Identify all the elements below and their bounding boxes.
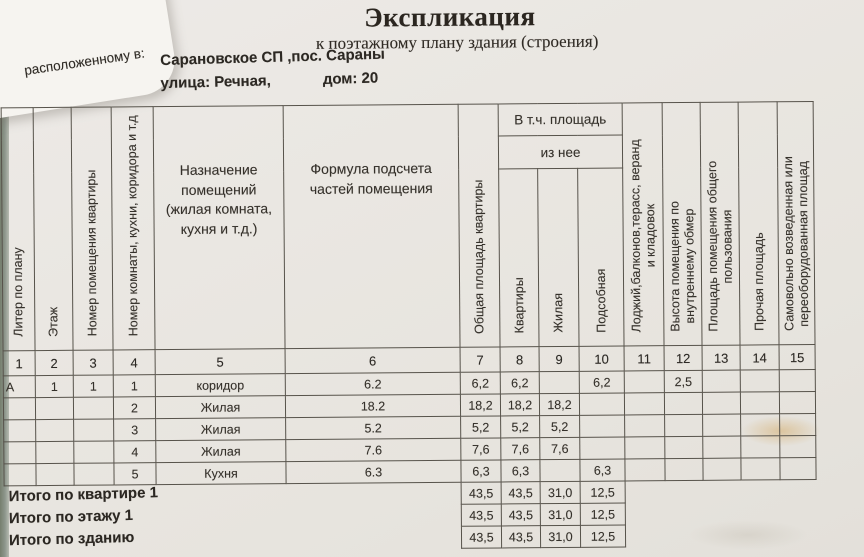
- col-header-common-area-label: Площадь помещения общего пользования: [704, 160, 735, 332]
- col-number: 8: [500, 347, 539, 372]
- col-header-formula: Формула подсчета частей помещения: [283, 104, 460, 348]
- table-cell: [580, 415, 625, 437]
- totals-label: Итого по этажу 1: [8, 506, 133, 527]
- street-value: улица: Речная,: [160, 72, 272, 93]
- col-header-apartments-area-label: Квартиры: [511, 277, 527, 334]
- table-cell: [36, 463, 74, 485]
- totals-label: Итого по квартире 1: [7, 483, 158, 505]
- table-cell: [665, 458, 703, 480]
- table-cell: коридор: [155, 374, 285, 397]
- table-cell: 6,3: [461, 460, 501, 482]
- col-number: 1: [3, 351, 35, 376]
- totals-cell: 43,5: [501, 526, 540, 548]
- totals-label-cell: [4, 526, 461, 552]
- table-cell: 6,3: [580, 459, 625, 481]
- col-header-room-number-label: Номер комнаты, кухни, коридора и т.д: [124, 115, 141, 337]
- table-cell: 4: [114, 441, 156, 463]
- col-header-apartments-area: [499, 169, 539, 347]
- col-number: 14: [740, 345, 779, 370]
- col-header-total-area: [458, 104, 500, 347]
- totals-cell: 43,5: [501, 504, 540, 526]
- col-number: 5: [155, 349, 285, 375]
- table-cell: Кухня: [156, 462, 286, 485]
- totals-cell: 31,0: [540, 525, 580, 547]
- totals-cell: 12,5: [580, 503, 625, 525]
- col-number: 11: [624, 346, 664, 371]
- table-cell: 18,2: [500, 394, 539, 416]
- table-cell: [539, 371, 579, 393]
- totals-cell: 12,5: [580, 481, 625, 503]
- table-cell: [741, 414, 780, 436]
- table-cell: [702, 370, 740, 392]
- col-number: 10: [579, 346, 624, 371]
- table-cell: [703, 458, 741, 480]
- col-number: 4: [113, 350, 155, 375]
- col-header-purpose: Назначение помещений (жилая комната, кухня и т.д.): [153, 106, 285, 350]
- table-cell: 6,2: [500, 372, 539, 394]
- table-cell: [580, 437, 625, 459]
- table-cell: [703, 414, 741, 436]
- table-cell: 1: [113, 375, 155, 397]
- table-cell: 6,2: [460, 372, 500, 394]
- col-header-floor-label: Этаж: [46, 307, 61, 338]
- table-cell: [540, 459, 580, 481]
- col-header-total-area-label: Общая площадь квартиры: [471, 179, 487, 334]
- totals-cell: 43,5: [461, 504, 501, 526]
- table-cell: Жилая: [156, 418, 286, 441]
- table-cell: [780, 457, 816, 479]
- col-header-liter: [1, 108, 35, 351]
- table-cell: 7,6: [540, 437, 580, 459]
- totals-cell: 12,5: [580, 525, 625, 547]
- col-header-auxiliary-area-label: Подсобная: [593, 268, 609, 333]
- col-header-unauthorized-area-label: Самовольно возведенная или переоборудованная площад: [780, 156, 811, 332]
- table-cell: [4, 442, 36, 464]
- table-cell: 6,2: [579, 371, 624, 393]
- table-cell: 18.2: [285, 394, 460, 417]
- col-header-apartment-number-label: Номер помещения квартиры: [84, 169, 100, 337]
- table-cell: [741, 458, 780, 480]
- table-cell: А: [3, 376, 35, 398]
- table-cell: [73, 397, 113, 419]
- totals-cell: 31,0: [540, 481, 580, 503]
- table-cell: [780, 413, 816, 435]
- col-header-height: [662, 102, 702, 345]
- table-cell: 6.3: [286, 460, 461, 483]
- totals-spacer: [625, 501, 816, 524]
- totals-spacer: [625, 523, 816, 546]
- col-header-living-area: [538, 168, 579, 346]
- col-header-other-area: [738, 102, 779, 345]
- table-cell: [665, 414, 703, 436]
- totals-cell: 43,5: [461, 526, 501, 548]
- col-header-unauthorized-area: [777, 101, 815, 344]
- table-cell: [624, 393, 664, 415]
- col-header-liter-label: Литер по плану: [10, 247, 26, 338]
- col-header-living-area-label: Жилая: [551, 293, 566, 334]
- totals-cell: 43,5: [461, 482, 501, 504]
- col-header-group-sub: из нее: [498, 135, 622, 169]
- table-cell: 6.2: [285, 372, 460, 395]
- col-header-loggia: [622, 103, 664, 346]
- table-cell: Жилая: [156, 440, 286, 463]
- located-in-label: расположенному в:: [23, 45, 146, 79]
- table-cell: [702, 392, 740, 414]
- col-header-auxiliary-area: [578, 168, 624, 346]
- table-cell: [780, 435, 816, 457]
- table-cell: [703, 436, 741, 458]
- table-cell: [36, 419, 74, 441]
- table-cell: [74, 463, 114, 485]
- table-cell: [624, 371, 664, 393]
- col-header-common-area: [700, 102, 740, 345]
- table-cell: 5: [114, 463, 156, 485]
- table-cell: 7.6: [286, 438, 461, 461]
- col-number: 12: [664, 345, 702, 370]
- table-cell: [4, 464, 36, 486]
- table-cell: 5.2: [286, 416, 461, 439]
- table-cell: 5,2: [501, 416, 540, 438]
- table-cell: 5,2: [540, 415, 580, 437]
- table-cell: [779, 369, 815, 391]
- table-cell: [625, 415, 665, 437]
- table-cell: [625, 437, 665, 459]
- table-cell: [740, 392, 779, 414]
- table-cell: Жилая: [155, 396, 285, 419]
- table-cell: [3, 398, 35, 420]
- table-cell: [579, 393, 624, 415]
- table-cell: 7,6: [461, 438, 501, 460]
- table-cell: [74, 419, 114, 441]
- col-header-apartment-number: [71, 107, 113, 350]
- table-cell: [740, 370, 779, 392]
- table-cell: 18,2: [460, 394, 500, 416]
- table-cell: 2: [113, 397, 155, 419]
- table-cell: [665, 436, 703, 458]
- col-header-room-number: [111, 107, 155, 350]
- table-cell: [36, 441, 74, 463]
- house-value: дом: 20: [322, 69, 379, 88]
- totals-spacer: [625, 479, 816, 502]
- table-cell: 1: [73, 375, 113, 397]
- col-number: 13: [702, 345, 740, 370]
- table-cell: [4, 420, 36, 442]
- table-cell: 2,5: [664, 370, 702, 392]
- settlement-value: Сарановское СП ,пос. Сараны: [160, 45, 386, 70]
- page-title: Экспликация: [364, 1, 536, 33]
- table-cell: 5,2: [461, 416, 501, 438]
- table-cell: [35, 397, 73, 419]
- totals-cell: 31,0: [540, 503, 580, 525]
- col-number: 2: [35, 350, 73, 375]
- col-header-loggia-label: Лоджий,балконов,терасс, веранд и кладовок: [627, 139, 658, 333]
- col-number: 7: [460, 347, 500, 372]
- col-header-group-area: В т.ч. площадь: [498, 103, 622, 136]
- table-cell: [779, 391, 815, 413]
- address-line: [160, 70, 378, 93]
- col-number: 3: [73, 350, 113, 375]
- table-cell: 6,3: [501, 460, 540, 482]
- col-number: 15: [779, 344, 815, 369]
- totals-cell: 43,5: [501, 482, 540, 504]
- table-cell: [664, 392, 702, 414]
- table-cell: 3: [114, 419, 156, 441]
- header-row-1: [1, 101, 813, 139]
- col-header-other-area-label: Прочая площадь: [751, 232, 767, 332]
- col-number: 6: [285, 347, 460, 373]
- totals-label: Итого по зданию: [8, 528, 134, 549]
- col-header-height-label: Высота помещения по внутреннему обмер: [667, 201, 697, 333]
- table-cell: 7,6: [501, 438, 540, 460]
- table-cell: 18,2: [539, 393, 579, 415]
- table-cell: 1: [35, 375, 73, 397]
- col-header-floor: [33, 107, 73, 350]
- table-cell: [741, 436, 780, 458]
- col-number: 9: [539, 346, 579, 371]
- table-cell: [74, 441, 114, 463]
- explication-table: [1, 101, 817, 552]
- table-cell: [625, 459, 665, 481]
- page-subtitle: к поэтажному плану здания (строения): [315, 31, 599, 53]
